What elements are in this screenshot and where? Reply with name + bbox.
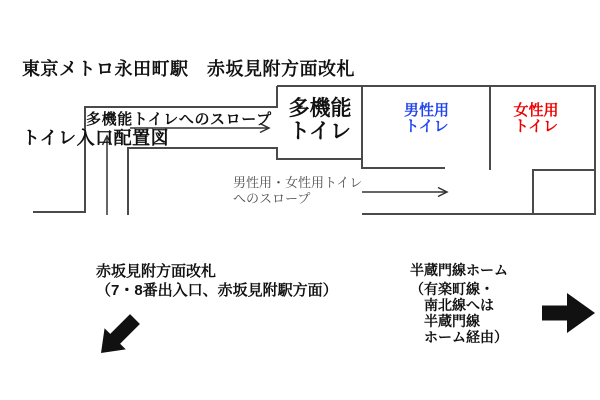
mw-slope-line-2: へのスロープ (233, 191, 311, 206)
platform-note-line-2: （有楽町線・ (410, 281, 494, 297)
thick-arrow-right-icon (542, 293, 595, 333)
platform-note-line-1: 半蔵門線ホーム (410, 262, 508, 278)
room-multi-line-2: トイレ (289, 120, 351, 143)
gate-note-line-1: 赤坂見附方面改札 (96, 263, 217, 280)
room-label-mens (363, 103, 490, 135)
title-line-2: トイレ入口配置図 (22, 128, 170, 148)
platform-note-line-5: ホーム経由） (424, 329, 508, 345)
room-label-multifunction (277, 97, 363, 143)
thick-arrow-down-left-icon (90, 308, 145, 363)
nav-arrows (90, 293, 595, 364)
mw-slope-line-1: 男性用・女性用トイレ (233, 175, 363, 190)
gate-note-line-2: （7・8番出入口、赤坂見附駅方面） (96, 282, 338, 299)
room-womens-line-1: 女性用 (513, 102, 559, 119)
title-line-1: 東京メトロ永田町駅 赤坂見附方面改札 (22, 59, 355, 79)
room-mens-line-1: 男性用 (403, 102, 449, 119)
room-label-womens (486, 103, 586, 135)
room-womens-line-2: トイレ (513, 118, 559, 135)
room-multi-line-1: 多機能 (288, 97, 352, 120)
platform-note-line-3: 南北線へは (424, 297, 494, 313)
gate-note (96, 262, 338, 300)
multi-slope-label: 多機能トイレへのスロープ (86, 111, 272, 128)
mens-womens-slope-label (233, 175, 362, 207)
right-arrow-icon (362, 188, 447, 197)
platform-note-line-4: 半蔵門線 (424, 313, 480, 329)
room-mens-line-2: トイレ (404, 118, 449, 135)
platform-note (410, 262, 508, 345)
